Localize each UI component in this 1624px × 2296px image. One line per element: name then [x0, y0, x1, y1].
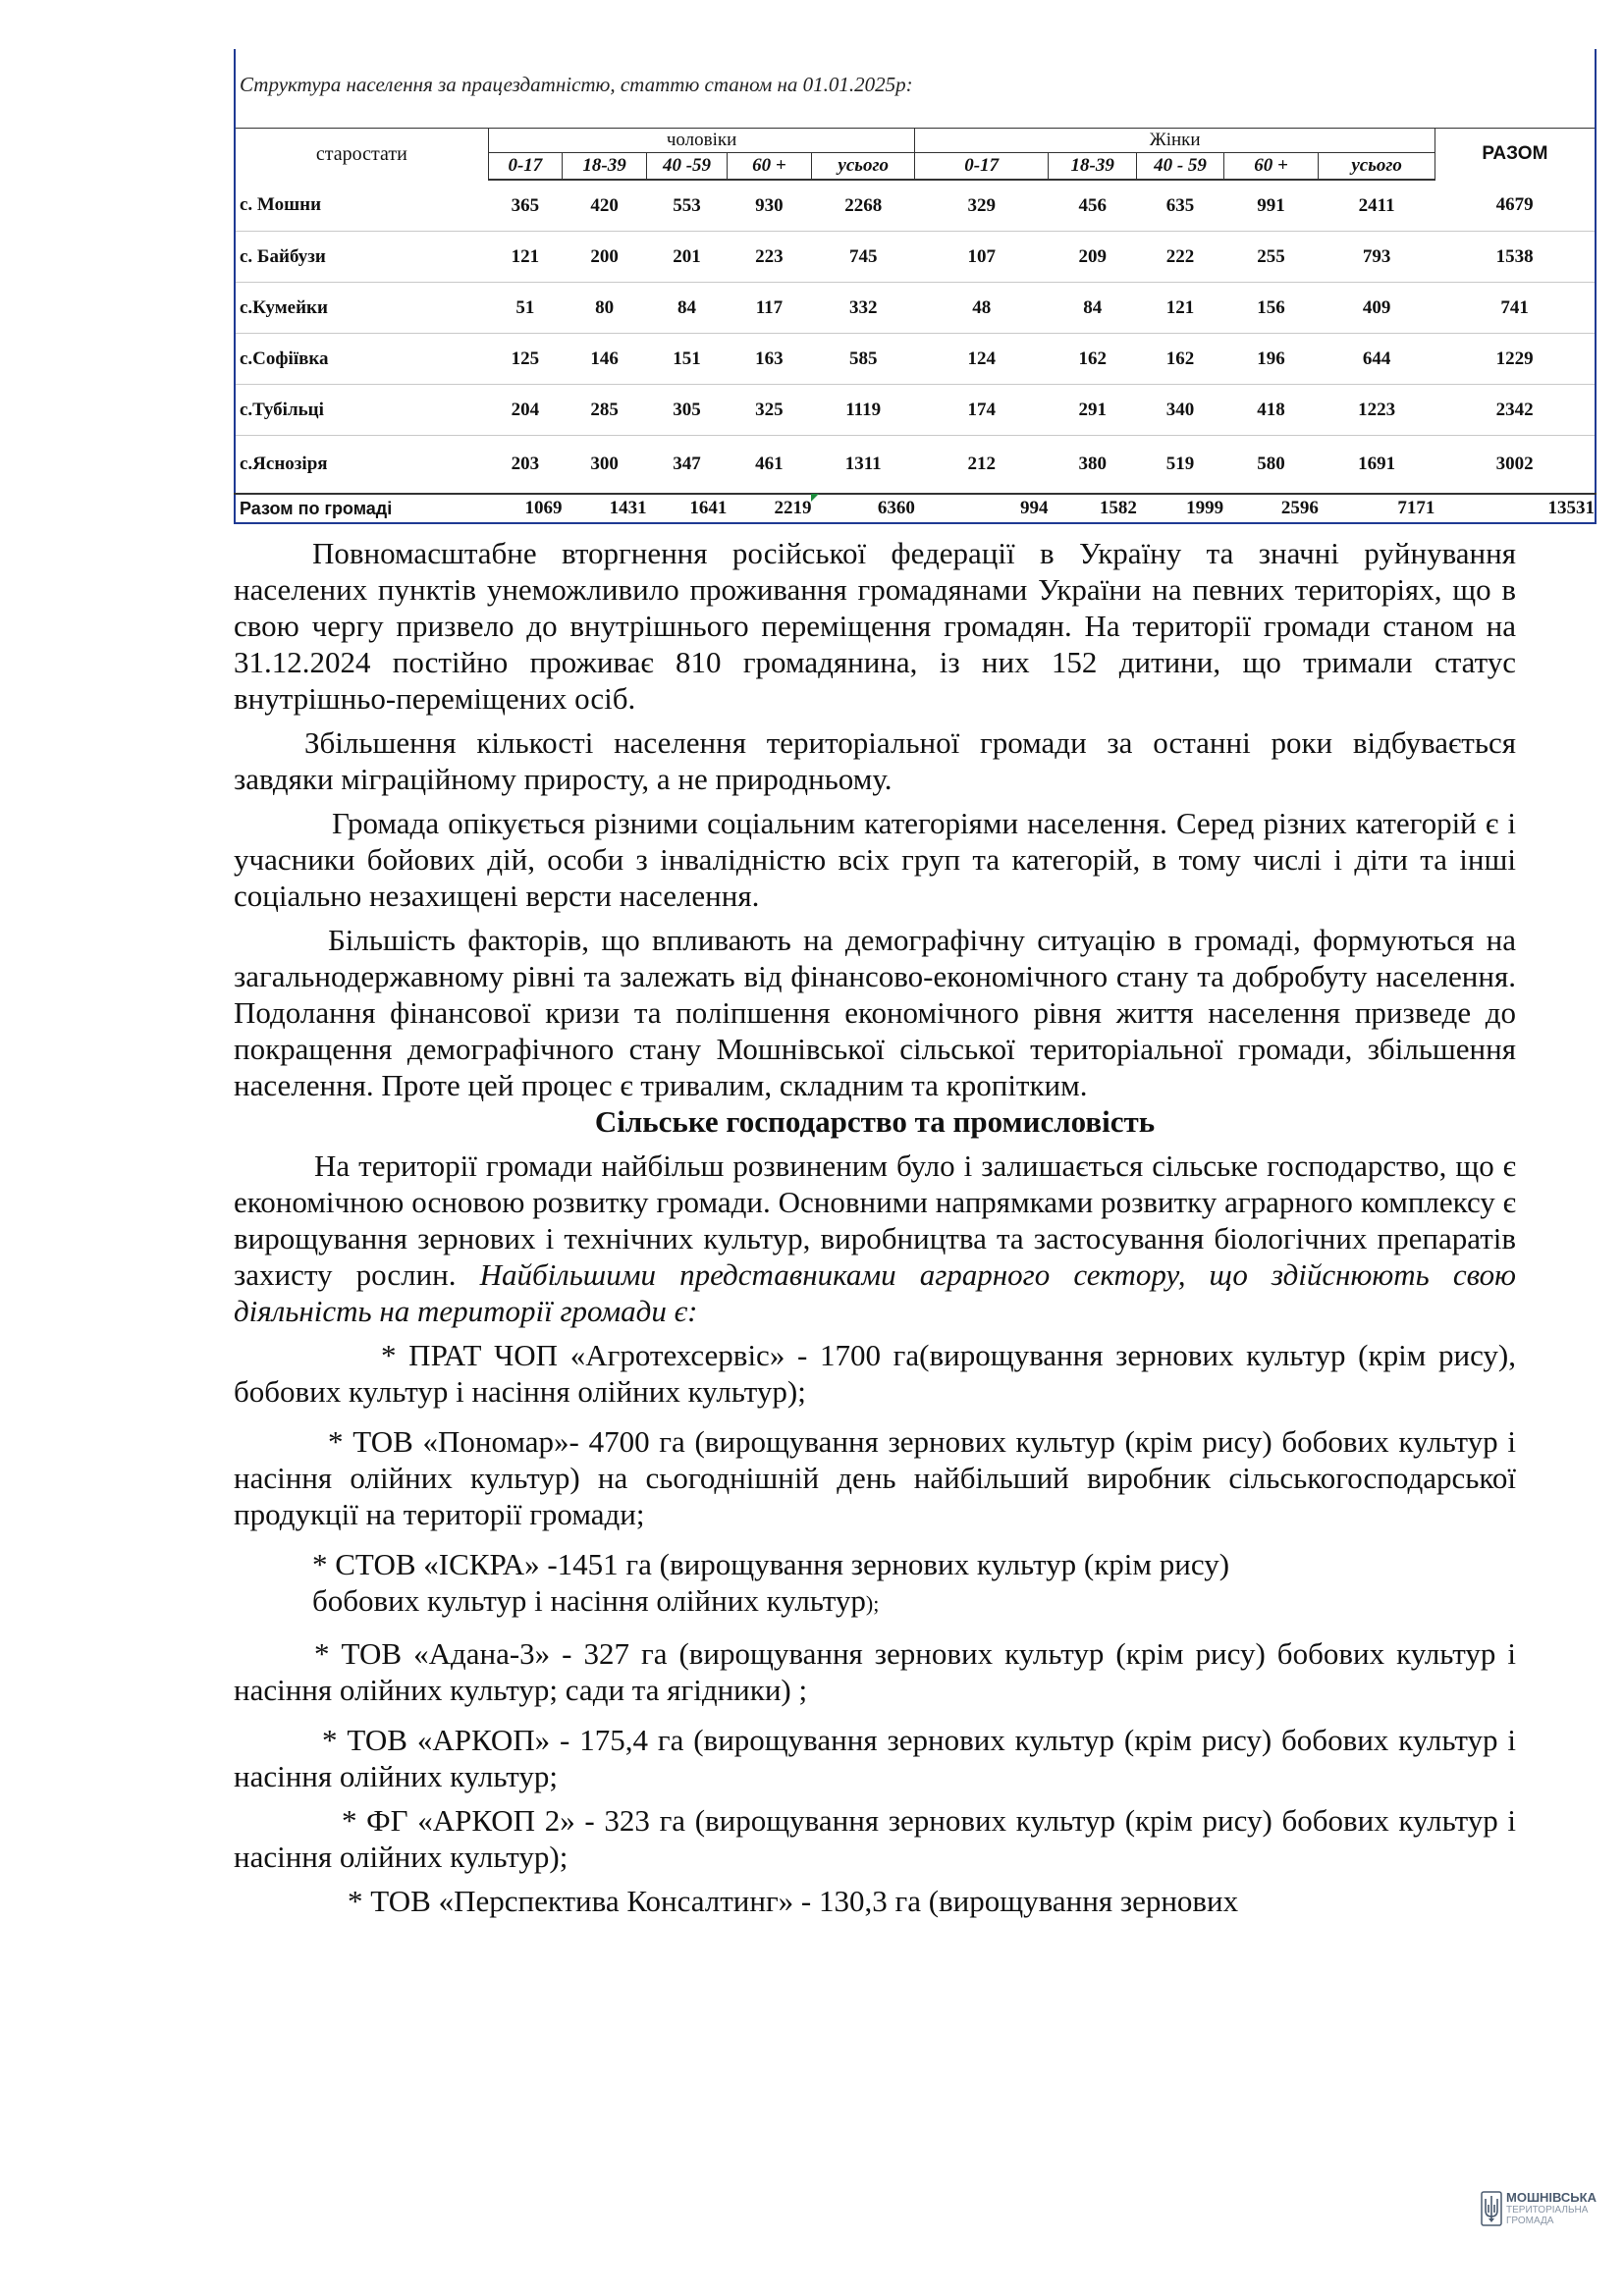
list-item: * ТОВ «Пономар»- 4700 га (вирощування зернових культур (крім рису) бобових культур і насіння олійних культур) на сьогоднішній день найбільший виробник сільськогосподарської продукції на території громади;	[234, 1424, 1516, 1531]
table-cell: 1641	[647, 494, 728, 523]
logo-line: ТЕРИТОРІАЛЬНА	[1506, 2205, 1589, 2216]
table-row	[235, 283, 1596, 334]
table-cell: 380	[1049, 436, 1137, 495]
table-cell: 162	[1137, 334, 1223, 385]
table-cell: 48	[915, 283, 1049, 334]
village-name: с.Тубільці	[235, 385, 488, 436]
table-cell: 585	[811, 334, 914, 385]
header-men-age: усього	[811, 153, 914, 181]
table-cell: 4679	[1435, 180, 1596, 232]
list-item: * ТОВ «Адана-3» - 327 га (вирощування зернових культур (крім рису) бобових культур і насіння олійних культур; сади та ягідники) ;	[234, 1636, 1516, 1707]
table-cell: 461	[727, 436, 811, 495]
table-cell: 174	[915, 385, 1049, 436]
list-item-text: бобових культур і насіння олійних культур	[312, 1583, 866, 1618]
table-cell: 146	[563, 334, 647, 385]
table-cell: 1069	[488, 494, 562, 523]
header-men-age: 0-17	[488, 153, 562, 181]
table-cell: 991	[1223, 180, 1319, 232]
logo-line: МОШНІВСЬКА	[1506, 2190, 1597, 2205]
table-cell: 930	[727, 180, 811, 232]
village-name: с. Байбузи	[235, 232, 488, 283]
table-cell: 80	[563, 283, 647, 334]
table-cell: 203	[488, 436, 562, 495]
header-men: чоловіки	[488, 129, 915, 153]
table-cell: 300	[563, 436, 647, 495]
table-cell: 418	[1223, 385, 1319, 436]
table-cell: 1431	[563, 494, 647, 523]
table-cell: 13531	[1435, 494, 1596, 523]
table-cell: 745	[811, 232, 914, 283]
logo-line: ГРОМАДА	[1506, 2216, 1554, 2226]
table-cell: 332	[811, 283, 914, 334]
table-cell: 156	[1223, 283, 1319, 334]
table-total-row	[235, 494, 1596, 523]
list-item: * ФГ «АРКОП 2» - 323 га (вирощування зернових культур (крім рису) бобових культур і насіння олійних культур);	[234, 1803, 1516, 1874]
table-cell: 51	[488, 283, 562, 334]
header-starostaty: старостати	[235, 129, 488, 181]
table-cell: 329	[915, 180, 1049, 232]
table-cell: 2596	[1223, 494, 1319, 523]
header-men-age: 40 -59	[647, 153, 728, 181]
table-cell: 222	[1137, 232, 1223, 283]
table-cell: 2219	[727, 494, 811, 523]
section-heading: Сільське господарство та промисловість	[594, 1104, 1156, 1139]
paragraph-idp: Повномасштабне вторгнення російської федерації в Україну та значні руйнування населених пунктів унеможливило проживання громадянами України на певних територіях, що в свою чергу призвело до внутрішнього переміщення громадян. На території громади станом на 31.12.2024 постійно проживає 810 громадянина, із них 152 дитини, що тримали статус внутрішньо-переміщених осіб.	[234, 536, 1516, 716]
table-cell: 793	[1319, 232, 1435, 283]
table-cell: 255	[1223, 232, 1319, 283]
table-row	[235, 385, 1596, 436]
table-cell: 1582	[1049, 494, 1137, 523]
table-cell: 285	[563, 385, 647, 436]
table-cell: 2268	[811, 180, 914, 232]
table-cell: 456	[1049, 180, 1137, 232]
table-cell: 1311	[811, 436, 914, 495]
table-cell: 2411	[1319, 180, 1435, 232]
table-caption: Структура населення за працездатністю, статтю станом на 01.01.2025р:	[234, 49, 1597, 128]
table-cell: 580	[1223, 436, 1319, 495]
table-cell: 125	[488, 334, 562, 385]
table-cell: 644	[1319, 334, 1435, 385]
paragraph-demography: Більшість факторів, що впливають на демографічну ситуацію в громаді, формуються на загальнодержавному рівні та залежать від фінансово-економічного стану та добробуту населення. Подолання фінансової кризи та поліпшення економічного рівня життя населення призведе до покращення демографічного стану Мошнівської сільської територіальної громади, збільшення населення. Проте цей процес є тривалим, складним та кропітким.	[234, 923, 1516, 1102]
village-name: с. Мошни	[235, 180, 488, 232]
table-cell: 107	[915, 232, 1049, 283]
community-logo	[1481, 2191, 1597, 2226]
agriculture-text: На території громади найбільш розвиненим було і залишається сільське господарство, що є економічною основою розвитку громади. Основними напрямками розвитку аграрного комплексу є вирощування зернових і технічних культур, виробництва та застосування біологічних препаратів захисту рослин.	[234, 1148, 1516, 1292]
total-row-label: Разом по громаді	[235, 494, 488, 523]
table-cell: 163	[727, 334, 811, 385]
table-cell: 6360	[811, 494, 914, 523]
list-item-text: * СТОВ «ІСКРА» -1451 га (вирощування зернових культур (крім рису)	[312, 1547, 1230, 1581]
table-cell: 162	[1049, 334, 1137, 385]
header-women-age: усього	[1319, 153, 1435, 181]
header-row-groups	[235, 129, 1596, 153]
trident-icon	[1481, 2191, 1502, 2226]
header-women: Жінки	[915, 129, 1435, 153]
header-women-age: 40 - 59	[1137, 153, 1223, 181]
document-body	[234, 535, 1516, 1919]
list-item: * ТОВ «Перспектива Консалтинг» - 130,3 га (вирощування зернових	[348, 1884, 1239, 1918]
village-name: с.Яснозіря	[235, 436, 488, 495]
table-cell: 200	[563, 232, 647, 283]
header-men-age: 60 +	[727, 153, 811, 181]
table-cell: 994	[915, 494, 1049, 523]
table-cell: 196	[1223, 334, 1319, 385]
table-cell: 741	[1435, 283, 1596, 334]
table-cell: 365	[488, 180, 562, 232]
logo-text	[1506, 2191, 1597, 2226]
table-cell: 635	[1137, 180, 1223, 232]
table-cell: 84	[1049, 283, 1137, 334]
table-cell: 553	[647, 180, 728, 232]
table-cell: 1223	[1319, 385, 1435, 436]
table-cell: 121	[1137, 283, 1223, 334]
table-row	[235, 436, 1596, 495]
table-cell: 121	[488, 232, 562, 283]
table-cell: 3002	[1435, 436, 1596, 495]
list-item: * ПРАТ ЧОП «Агротехсервіс» - 1700 га(вирощування зернових культур (крім рису), бобових культур і насіння олійних культур);	[234, 1338, 1516, 1409]
table-cell: 291	[1049, 385, 1137, 436]
paragraph-social-categories: Громада опікується різними соціальним категоріями населення. Серед різних категорій є і учасники бойових дій, особи з інвалідністю всіх груп та категорій, в тому числі і діти та інші соціально незахищені версти населення.	[234, 806, 1516, 913]
village-name: с.Софіївка	[235, 334, 488, 385]
list-item: * ТОВ «АРКОП» - 175,4 га (вирощування зернових культур (крім рису) бобових культур і насіння олійних культур;	[234, 1723, 1516, 1793]
table-cell: 117	[727, 283, 811, 334]
header-total: РАЗОМ	[1435, 129, 1596, 181]
table-cell: 1999	[1137, 494, 1223, 523]
table-cell: 209	[1049, 232, 1137, 283]
header-men-age: 18-39	[563, 153, 647, 181]
table-cell: 1538	[1435, 232, 1596, 283]
table-cell: 124	[915, 334, 1049, 385]
paragraph-migration: Збільшення кількості населення територіальної громади за останні роки відбувається завдяки міграційному приросту, а не природньому.	[234, 725, 1516, 796]
table-cell: 2342	[1435, 385, 1596, 436]
table-cell: 305	[647, 385, 728, 436]
table-cell: 325	[727, 385, 811, 436]
list-item-text: );	[865, 1591, 880, 1616]
table-cell: 84	[647, 283, 728, 334]
table-cell: 420	[563, 180, 647, 232]
village-name: с.Кумейки	[235, 283, 488, 334]
paragraph-agriculture	[234, 1148, 1516, 1329]
header-women-age: 60 +	[1223, 153, 1319, 181]
table-cell: 151	[647, 334, 728, 385]
table-cell: 201	[647, 232, 728, 283]
header-women-age: 18-39	[1049, 153, 1137, 181]
list-item	[234, 1546, 1516, 1622]
table-cell: 1691	[1319, 436, 1435, 495]
table-cell: 409	[1319, 283, 1435, 334]
population-grid	[234, 128, 1597, 524]
table-cell: 223	[727, 232, 811, 283]
table-cell: 7171	[1319, 494, 1435, 523]
table-cell: 1119	[811, 385, 914, 436]
table-row	[235, 232, 1596, 283]
table-cell: 212	[915, 436, 1049, 495]
table-cell: 347	[647, 436, 728, 495]
table-row	[235, 334, 1596, 385]
population-table	[234, 49, 1597, 524]
header-women-age: 0-17	[915, 153, 1049, 181]
table-cell: 1229	[1435, 334, 1596, 385]
table-row	[235, 180, 1596, 232]
agriculture-italic-text: Найбільшими представниками аграрного сектору, що здійснюють свою діяльність на території громади є:	[234, 1257, 1516, 1328]
table-cell: 340	[1137, 385, 1223, 436]
table-cell: 204	[488, 385, 562, 436]
table-cell: 519	[1137, 436, 1223, 495]
